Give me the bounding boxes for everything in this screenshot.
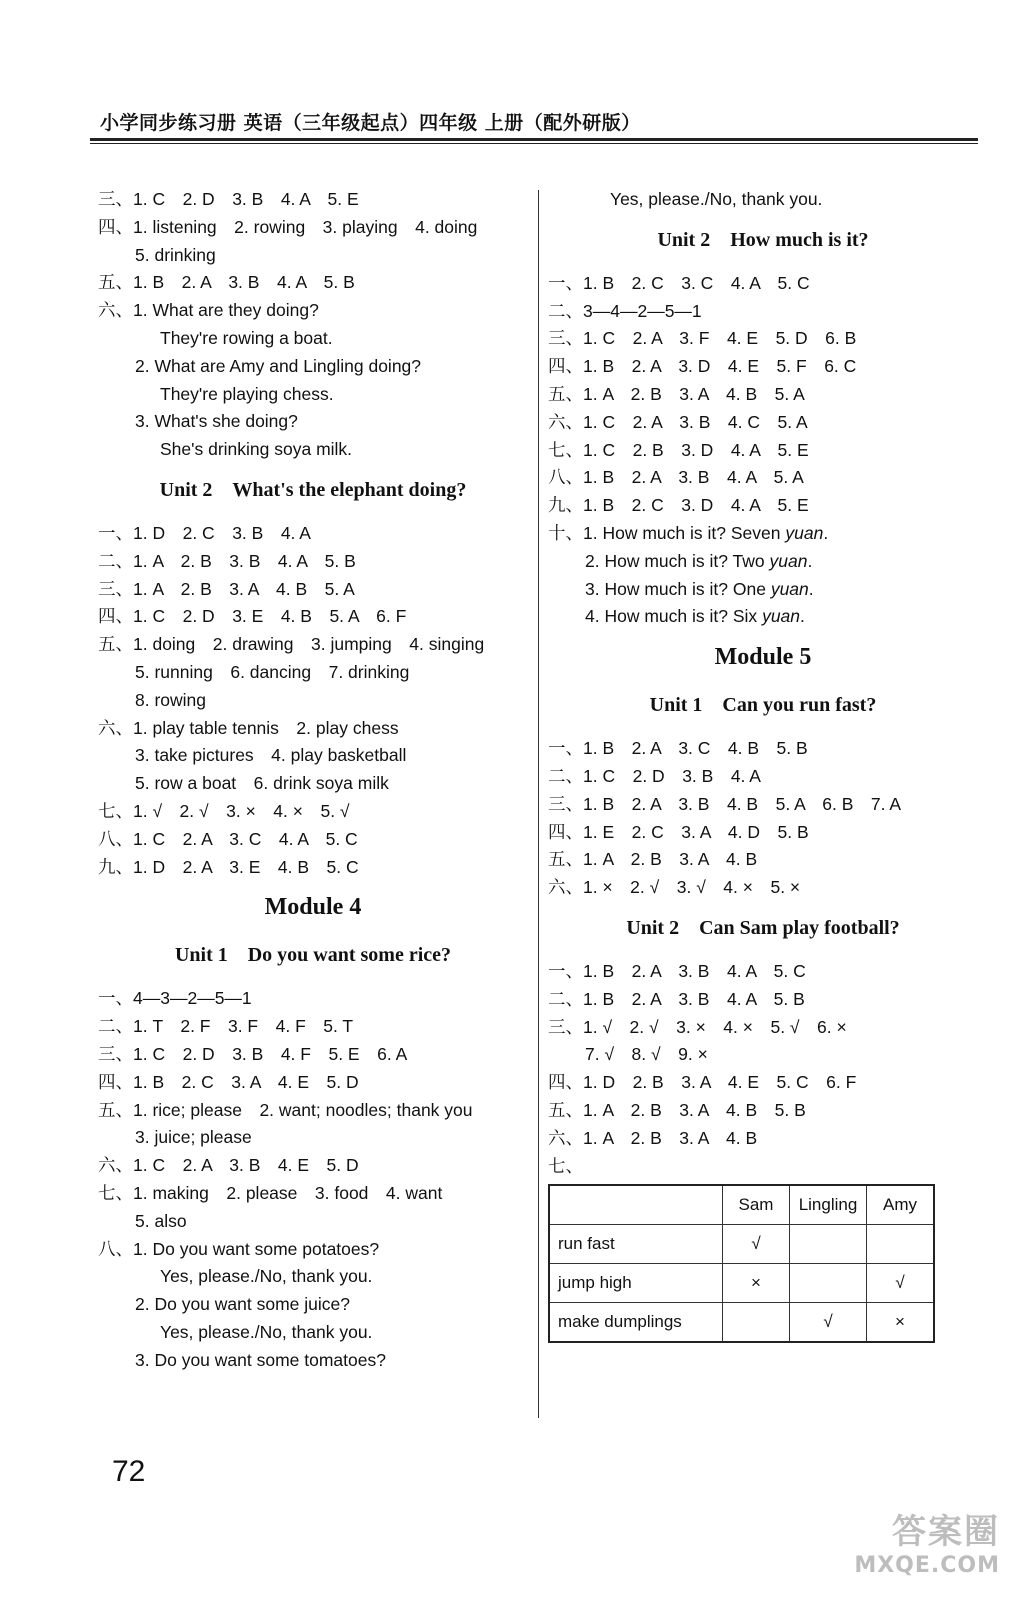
- answer-line: Yes, please./No, thank you.: [160, 1266, 373, 1287]
- yuan-word: yuan: [762, 606, 801, 627]
- price-amount: Six: [732, 606, 758, 627]
- price-label: 2.: [585, 550, 600, 571]
- answer-line: 四、1. D 2. B 3. A 4. E 5. C 6. F: [548, 1072, 857, 1093]
- page-header: 小学同步练习册 英语（三年级起点）四年级 上册（配外研版）: [100, 112, 641, 134]
- table-cell: [790, 1225, 867, 1264]
- price-question: How much is it?: [604, 578, 728, 599]
- answer-line: 八、1. B 2. A 3. B 4. A 5. A: [548, 467, 804, 488]
- table-cell: jump high: [549, 1264, 723, 1303]
- table-row: [549, 1225, 934, 1264]
- answer-line: 8. rowing: [135, 689, 207, 710]
- answer-line: 六、1. A 2. B 3. A 4. B: [548, 1127, 758, 1148]
- price-label: 4.: [585, 606, 600, 627]
- answer-line: 六、1. × 2. √ 3. √ 4. × 5. ×: [548, 877, 801, 898]
- table-header-cell: Amy: [867, 1185, 935, 1225]
- answer-line: They're playing chess.: [160, 383, 334, 404]
- table-cell: run fast: [549, 1225, 723, 1264]
- table-cell: ×: [867, 1303, 935, 1343]
- answer-line: 四、1. B 2. A 3. D 4. E 5. F 6. C: [548, 356, 857, 377]
- answer-line: 七、1. √ 2. √ 3. × 4. × 5. √: [98, 800, 350, 821]
- answer-line: 九、1. B 2. C 3. D 4. A 5. E: [548, 495, 809, 516]
- ability-table: [548, 1184, 935, 1343]
- answer-line: 五、1. B 2. A 3. B 4. A 5. B: [98, 272, 355, 293]
- yuan-word: yuan: [770, 578, 809, 599]
- answer-line: 5. running 6. dancing 7. drinking: [135, 661, 410, 682]
- answer-line: 5. also: [135, 1210, 187, 1231]
- answer-line: 七、1. making 2. please 3. food 4. want: [98, 1182, 443, 1203]
- header-rule-thin: [90, 143, 978, 144]
- table-cell: [723, 1303, 790, 1343]
- answer-line: 3. What's she doing?: [135, 411, 298, 432]
- price-line: 4. How much is it? Six yuan.: [585, 606, 805, 627]
- answer-line: 3. take pictures 4. play basketball: [135, 745, 407, 766]
- table-row: [549, 1303, 934, 1343]
- unit-heading: Unit 1 Do you want some rice?: [174, 944, 452, 967]
- table-cell: [790, 1264, 867, 1303]
- answer-line: 三、1. C 2. D 3. B 4. A 5. E: [98, 189, 359, 209]
- answer-line: 2. Do you want some juice?: [135, 1294, 350, 1315]
- answer-line: 二、1. B 2. A 3. B 4. A 5. B: [548, 988, 805, 1009]
- table-header-cell: [549, 1185, 723, 1225]
- price-amount: Seven: [730, 522, 781, 543]
- unit-heading: Unit 2 Can Sam play football?: [626, 916, 900, 939]
- answer-line: 六、1. What are they doing?: [98, 300, 319, 321]
- answer-line: 一、4—3—2—5—1: [98, 988, 252, 1009]
- price-question: How much is it?: [602, 522, 726, 543]
- watermark-logo-text: 答案圈: [892, 1512, 1000, 1552]
- price-line: 2. How much is it? Two yuan.: [585, 550, 813, 571]
- table-cell: √: [723, 1225, 790, 1264]
- answer-line: 三、1. B 2. A 3. B 4. B 5. A 6. B 7. A: [548, 793, 902, 814]
- watermark-url: MXQE.COM: [854, 1553, 1000, 1578]
- page-number: 72: [112, 1455, 146, 1488]
- answer-line: 四、1. listening 2. rowing 3. playing 4. doing: [98, 216, 478, 237]
- answer-line: 四、1. C 2. D 3. E 4. B 5. A 6. F: [98, 606, 407, 627]
- answer-line: 六、1. C 2. A 3. B 4. C 5. A: [548, 411, 808, 432]
- table-header-cell: Lingling: [790, 1185, 867, 1225]
- column-divider: [538, 190, 539, 1418]
- price-line: 3. How much is it? One yuan.: [585, 578, 814, 599]
- answer-line: 七、: [548, 1155, 583, 1176]
- answer-line: 三、1. C 2. A 3. F 4. E 5. D 6. B: [548, 328, 857, 349]
- table-header-cell: Sam: [723, 1185, 790, 1225]
- answer-line: 三、1. A 2. B 3. A 4. B 5. A: [98, 578, 355, 599]
- header-rule-thick: [90, 138, 978, 141]
- price-line: 十、1. How much is it? Seven yuan.: [548, 522, 829, 543]
- table-header-row: [549, 1185, 934, 1225]
- answer-line: 二、3—4—2—5—1: [548, 300, 702, 321]
- price-amount: One: [732, 578, 766, 599]
- answer-line: 五、1. rice; please 2. want; noodles; thank you: [98, 1099, 473, 1120]
- answer-line: 3. Do you want some tomatoes?: [135, 1349, 386, 1370]
- answer-line: 一、1. B 2. C 3. C 4. A 5. C: [548, 272, 810, 293]
- table-cell: √: [790, 1303, 867, 1343]
- answer-line: 五、1. A 2. B 3. A 4. B: [548, 849, 758, 870]
- answer-line: 5. drinking: [135, 244, 216, 265]
- answer-line: Yes, please./No, thank you.: [160, 1321, 373, 1342]
- answer-line: 二、1. A 2. B 3. B 4. A 5. B: [98, 550, 356, 571]
- table-cell: ×: [723, 1264, 790, 1303]
- answer-line: 四、1. B 2. C 3. A 4. E 5. D: [98, 1071, 359, 1092]
- answer-line: 一、1. B 2. A 3. B 4. A 5. C: [548, 960, 806, 981]
- answer-line: 六、1. C 2. A 3. B 4. E 5. D: [98, 1155, 359, 1176]
- table-cell: [867, 1225, 935, 1264]
- unit-heading: Unit 2 What's the elephant doing?: [159, 478, 467, 501]
- left-column: [98, 186, 528, 1374]
- table-cell: √: [867, 1264, 935, 1303]
- answer-line: 九、1. D 2. A 3. E 4. B 5. C: [98, 856, 359, 877]
- answer-line: Yes, please./No, thank you.: [610, 189, 823, 209]
- answer-line: 7. √ 8. √ 9. ×: [585, 1044, 708, 1065]
- answer-line: 三、1. C 2. D 3. B 4. F 5. E 6. A: [98, 1043, 408, 1064]
- price-question: How much is it?: [604, 550, 728, 571]
- table-row: [549, 1264, 934, 1303]
- answer-line: 四、1. E 2. C 3. A 4. D 5. B: [548, 821, 809, 842]
- answer-line: 五、1. A 2. B 3. A 4. B 5. B: [548, 1099, 806, 1120]
- answer-line: 八、1. C 2. A 3. C 4. A 5. C: [98, 828, 358, 849]
- answer-line: 五、1. doing 2. drawing 3. jumping 4. singing: [98, 634, 485, 655]
- unit-heading: Unit 2 How much is it?: [657, 228, 869, 251]
- answer-line: 七、1. C 2. B 3. D 4. A 5. E: [548, 439, 809, 460]
- price-label: 3.: [585, 578, 600, 599]
- answer-line: 二、1. T 2. F 3. F 4. F 5. T: [98, 1016, 354, 1037]
- answer-line: She's drinking soya milk.: [160, 439, 353, 460]
- right-column: [548, 186, 978, 1343]
- module-heading: Module 4: [264, 894, 362, 921]
- yuan-word: yuan: [785, 522, 824, 543]
- answer-line: 三、1. √ 2. √ 3. × 4. × 5. √ 6. ×: [548, 1016, 847, 1037]
- answer-line: They're rowing a boat.: [160, 327, 333, 348]
- answer-line: 2. What are Amy and Lingling doing?: [135, 355, 422, 376]
- answer-line: 一、1. D 2. C 3. B 4. A: [98, 522, 311, 543]
- watermark: [854, 1504, 1000, 1578]
- price-question: How much is it?: [604, 606, 728, 627]
- module-heading: Module 5: [714, 644, 812, 671]
- answer-line: 一、1. B 2. A 3. C 4. B 5. B: [548, 738, 808, 759]
- answer-line: 八、1. Do you want some potatoes?: [98, 1238, 380, 1259]
- answer-line: 二、1. C 2. D 3. B 4. A: [548, 765, 761, 786]
- answer-line: 六、1. play table tennis 2. play chess: [98, 717, 399, 738]
- yuan-word: yuan: [769, 550, 808, 571]
- price-amount: Two: [732, 550, 765, 571]
- table-cell: make dumplings: [549, 1303, 723, 1343]
- answer-line: 五、1. A 2. B 3. A 4. B 5. A: [548, 383, 805, 404]
- price-label: 十、1.: [548, 522, 598, 543]
- answer-line: 5. row a boat 6. drink soya milk: [135, 773, 389, 794]
- unit-heading: Unit 1 Can you run fast?: [649, 694, 877, 717]
- answer-line: 3. juice; please: [135, 1127, 252, 1148]
